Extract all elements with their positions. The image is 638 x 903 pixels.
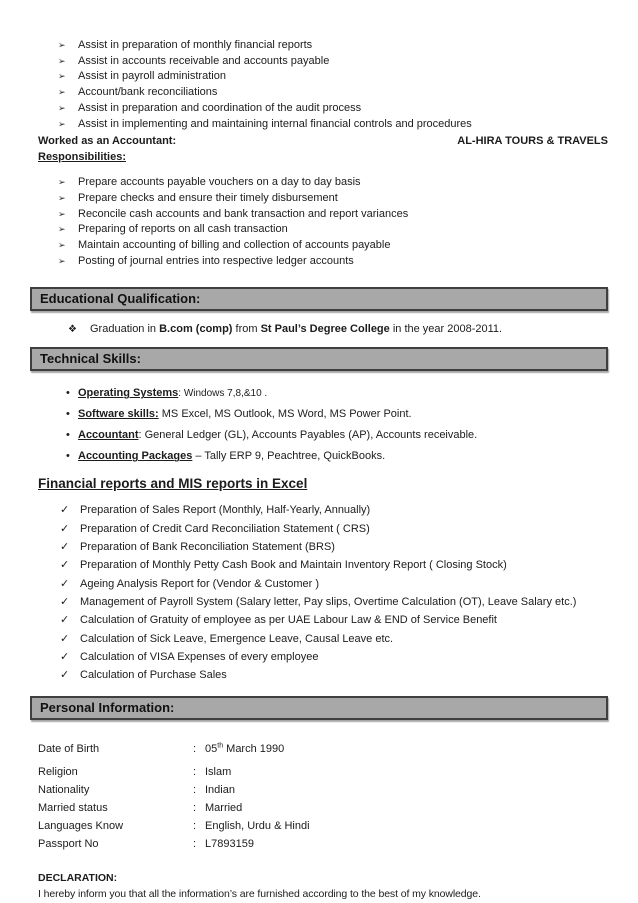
field-label: Religion xyxy=(38,765,78,778)
duty-text: Preparing of reports on all cash transaction xyxy=(78,223,288,236)
duty-text: Assist in accounts receivable and accounts payable xyxy=(78,54,330,67)
list-item xyxy=(66,425,608,446)
dob-day: 05 xyxy=(205,743,218,756)
skill-category: Accountant xyxy=(78,429,139,442)
skill-category: Operating Systems xyxy=(78,387,179,400)
skill-category: Software skills: xyxy=(78,408,159,421)
education-segment: Graduation in xyxy=(90,323,160,336)
education-segment: in the year 2008-2011. xyxy=(389,323,503,336)
list-item xyxy=(58,38,608,54)
skill-category: Accounting Packages xyxy=(78,450,193,463)
section-header-education: Educational Qualification: xyxy=(30,287,608,311)
personal-info-table xyxy=(38,740,608,853)
section-header-technical: Technical Skills: xyxy=(30,347,608,371)
dot-bullet-icon: • xyxy=(66,408,70,421)
check-bullet-icon: ✓ xyxy=(60,614,70,627)
arrow-bullet-icon: ➢ xyxy=(58,71,66,82)
check-bullet-icon: ✓ xyxy=(60,522,70,535)
arrow-bullet-icon: ➢ xyxy=(58,87,66,98)
field-label: Married status xyxy=(38,802,108,815)
arrow-bullet-icon: ➢ xyxy=(58,55,66,66)
check-bullet-icon: ✓ xyxy=(60,595,70,608)
field-separator: : xyxy=(193,783,197,796)
report-text: Ageing Analysis Report for (Vendor & Customer ) xyxy=(80,577,320,590)
field-value: Islam xyxy=(205,765,232,778)
education-degree: B.com (comp) xyxy=(159,323,233,336)
field-value xyxy=(205,740,284,758)
duty-text: Posting of journal entries into respective ledger accounts xyxy=(78,254,354,267)
check-bullet-icon: ✓ xyxy=(60,669,70,682)
arrow-bullet-icon: ➢ xyxy=(58,240,66,251)
check-bullet-icon: ✓ xyxy=(60,650,70,663)
list-item xyxy=(58,191,608,207)
duty-text: Assist in implementing and maintaining internal financial controls and procedures xyxy=(78,117,472,130)
report-text: Preparation of Credit Card Reconciliation Statement ( CRS) xyxy=(80,522,370,535)
arrow-bullet-icon: ➢ xyxy=(58,208,66,219)
list-item xyxy=(58,175,608,191)
arrow-bullet-icon: ➢ xyxy=(58,118,66,129)
table-row xyxy=(38,835,608,853)
field-separator: : xyxy=(193,743,197,756)
arrow-bullet-icon: ➢ xyxy=(58,255,66,266)
table-row xyxy=(38,817,608,835)
arrow-bullet-icon: ➢ xyxy=(58,40,66,50)
list-item xyxy=(66,383,608,404)
field-value: English, Urdu & Hindi xyxy=(205,820,310,833)
arrow-bullet-icon: ➢ xyxy=(58,177,66,188)
section-header-personal: Personal Information: xyxy=(30,696,608,720)
table-row xyxy=(38,799,608,817)
financial-reports-list xyxy=(38,501,608,684)
job-line xyxy=(38,133,608,149)
duties-list-1 xyxy=(38,38,608,132)
dot-bullet-icon: • xyxy=(66,429,70,442)
field-label: Passport No xyxy=(38,838,99,851)
job-title: Worked as an Accountant: xyxy=(38,135,177,148)
declaration-label: DECLARATION: xyxy=(38,871,118,884)
duty-text: Assist in preparation of monthly financial reports xyxy=(78,39,313,51)
list-item xyxy=(58,54,608,70)
table-row xyxy=(38,763,608,781)
dot-bullet-icon: • xyxy=(66,450,70,463)
list-item xyxy=(60,630,608,648)
report-text: Preparation of Monthly Petty Cash Book and Maintain Inventory Report ( Closing Stock) xyxy=(80,559,507,572)
report-text: Management of Payroll System (Salary letter, Pay slips, Overtime Calculation (OT), Leave Salary etc.) xyxy=(80,595,577,608)
list-item xyxy=(60,666,608,684)
duty-text: Account/bank reconciliations xyxy=(78,86,218,99)
check-bullet-icon: ✓ xyxy=(60,632,70,645)
company-name: AL-HIRA TOURS & TRAVELS xyxy=(457,135,608,148)
list-item xyxy=(66,404,608,425)
skill-detail: – Tally ERP 9, Peachtree, QuickBooks. xyxy=(192,450,386,463)
field-label: Nationality xyxy=(38,783,90,796)
skill-detail: : General Ledger (GL), Accounts Payables (AP), Accounts receivable. xyxy=(138,429,478,442)
education-entry xyxy=(38,322,608,337)
check-bullet-icon: ✓ xyxy=(60,541,70,554)
list-item xyxy=(58,207,608,223)
field-separator: : xyxy=(193,838,197,851)
list-item xyxy=(58,254,608,270)
list-item xyxy=(60,648,608,666)
report-text: Calculation of Sick Leave, Emergence Leave, Causal Leave etc. xyxy=(80,632,394,645)
check-bullet-icon: ✓ xyxy=(60,559,70,572)
list-item xyxy=(66,446,608,467)
field-value: L7893159 xyxy=(205,838,254,851)
duty-text: Reconcile cash accounts and bank transaction and report variances xyxy=(78,207,409,220)
field-value: Indian xyxy=(205,783,235,796)
list-item xyxy=(60,538,608,556)
education-text xyxy=(90,322,502,337)
list-item xyxy=(60,501,608,519)
skill-detail: MS Excel, MS Outlook, MS Word, MS Power Point. xyxy=(158,408,412,421)
dob-ordinal: th xyxy=(217,742,224,750)
field-label: Languages Know xyxy=(38,820,124,833)
list-item xyxy=(58,101,608,117)
list-item xyxy=(58,69,608,85)
table-row xyxy=(38,781,608,799)
report-text: Preparation of Sales Report (Monthly, Half-Yearly, Annually) xyxy=(80,504,371,517)
technical-skills-list xyxy=(38,383,608,467)
arrow-bullet-icon: ➢ xyxy=(58,102,66,113)
diamond-bullet-icon: ❖ xyxy=(68,324,77,336)
skill-detail: : Windows 7,8,&10 . xyxy=(178,388,268,400)
duty-text: Assist in preparation and coordination of the audit process xyxy=(78,101,362,114)
duty-text: Prepare checks and ensure their timely disbursement xyxy=(78,191,338,204)
duty-text: Assist in payroll administration xyxy=(78,70,226,83)
duties-list-2 xyxy=(38,175,608,269)
education-segment: from xyxy=(232,323,261,336)
responsibilities-label: Responsibilities: xyxy=(38,151,127,164)
arrow-bullet-icon: ➢ xyxy=(58,224,66,235)
report-text: Preparation of Bank Reconciliation Statement (BRS) xyxy=(80,541,335,554)
dot-bullet-icon: • xyxy=(66,387,70,400)
field-separator: : xyxy=(193,802,197,815)
list-item xyxy=(58,222,608,238)
duty-text: Prepare accounts payable vouchers on a day to day basis xyxy=(78,176,361,189)
report-text: Calculation of Purchase Sales xyxy=(80,669,227,682)
list-item xyxy=(60,556,608,574)
list-item xyxy=(58,85,608,101)
education-college: St Paul’s Degree College xyxy=(260,323,390,336)
report-text: Calculation of Gratuity of employee as per UAE Labour Law & END of Service Benefit xyxy=(80,614,497,627)
field-label: Date of Birth xyxy=(38,743,100,756)
duty-text: Maintain accounting of billing and collection of accounts payable xyxy=(78,239,391,252)
list-item xyxy=(60,593,608,611)
list-item xyxy=(58,238,608,254)
dob-rest: March 1990 xyxy=(223,743,285,756)
declaration-text: I hereby inform you that all the information’s are furnished according to the best of my knowledge. xyxy=(38,887,481,900)
table-row xyxy=(38,740,608,758)
report-text: Calculation of VISA Expenses of every employee xyxy=(80,650,319,663)
list-item xyxy=(58,117,608,133)
check-bullet-icon: ✓ xyxy=(60,577,70,590)
list-item xyxy=(60,575,608,593)
check-bullet-icon: ✓ xyxy=(60,504,70,517)
field-value: Married xyxy=(205,802,243,815)
financial-reports-heading: Financial reports and MIS reports in Excel xyxy=(38,476,308,492)
list-item xyxy=(60,611,608,629)
field-separator: : xyxy=(193,765,197,778)
list-item xyxy=(60,520,608,538)
field-separator: : xyxy=(193,820,197,833)
arrow-bullet-icon: ➢ xyxy=(58,192,66,203)
